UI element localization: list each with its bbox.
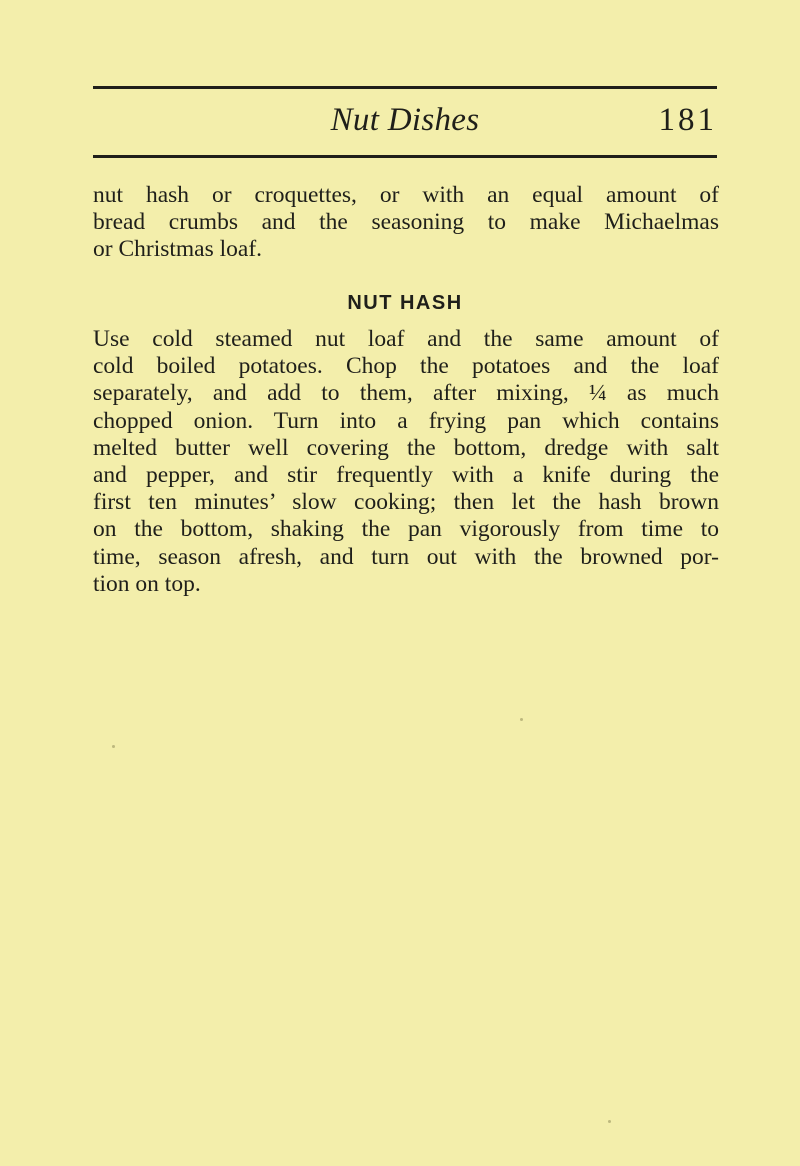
text-line: first ten minutes’ slow cooking; then let the hash brown (93, 489, 719, 516)
text-line: chopped onion. Turn into a frying pan which contains (93, 407, 719, 434)
section-heading: NUT HASH (347, 292, 463, 314)
text-line: melted butter well covering the bottom, dredge with salt (93, 434, 719, 461)
running-head (93, 96, 717, 146)
paper-speck (112, 745, 115, 748)
text-line: time, season afresh, and turn out with the browned por- (93, 543, 719, 570)
text-line: and pepper, and stir frequently with a knife during the (93, 462, 719, 489)
paper-speck (520, 718, 523, 721)
continuation-paragraph (93, 182, 719, 264)
text-line: nut hash or croquettes, or with an equal amount of (93, 182, 719, 208)
text-line: Use cold steamed nut loaf and the same amount of (93, 326, 719, 352)
page-number: 181 (658, 102, 717, 138)
text-line: or Christmas loaf. (93, 236, 263, 263)
text-line: on the bottom, shaking the pan vigorously from time to (93, 516, 719, 543)
paper-speck (608, 1120, 611, 1123)
header-bottom-rule (93, 155, 717, 158)
header-top-rule (93, 86, 717, 89)
page-title: Nut Dishes (330, 102, 480, 138)
recipe-paragraph (93, 326, 719, 598)
text-line: cold boiled potatoes. Chop the potatoes and the loaf (93, 353, 719, 380)
text-line: separately, and add to them, after mixing, ¼ as much (93, 380, 719, 407)
text-line: bread crumbs and the seasoning to make Michaelmas (93, 209, 719, 236)
text-line: tion on top. (93, 570, 201, 597)
